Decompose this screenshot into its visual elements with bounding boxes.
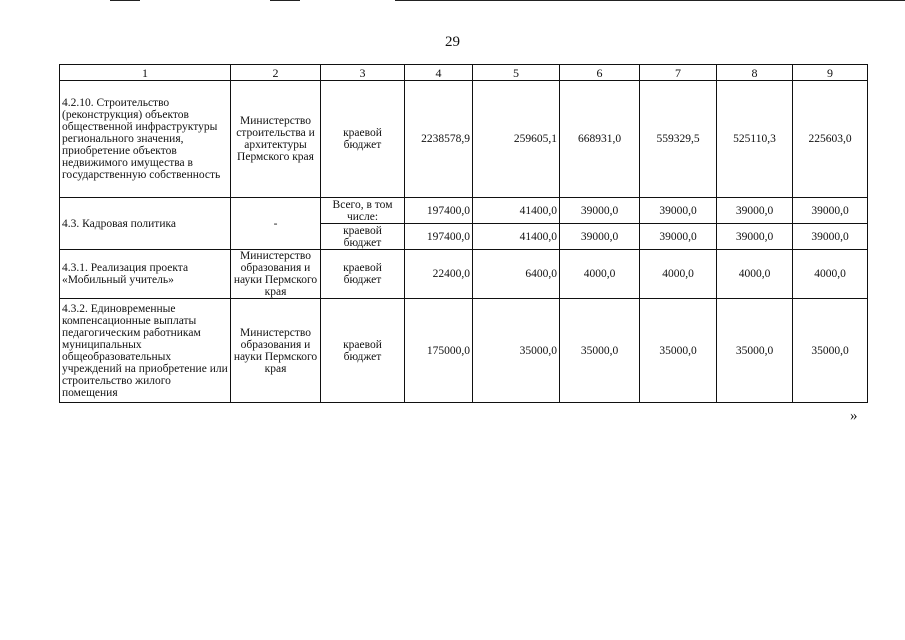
row-executor: Министерство образования и науки Пермского края — [231, 250, 321, 299]
value-cell: 2238578,9 — [405, 81, 473, 198]
col-header-6: 6 — [560, 65, 640, 81]
value-cell: 35000,0 — [560, 299, 640, 403]
value-cell: 259605,1 — [473, 81, 560, 198]
value-cell: 225603,0 — [793, 81, 868, 198]
row-name: 4.2.10. Строительство (реконструкция) объектов общественной инфраструктуры регионального значения, приобретение объектов недвижимого имущества в государственную собственность — [60, 81, 231, 198]
row-source: краевой бюджет — [321, 299, 405, 403]
value-cell: 197400,0 — [405, 198, 473, 224]
col-header-9: 9 — [793, 65, 868, 81]
row-name: 4.3.2. Единовременные компенсационные выплаты педагогическим работникам муниципальных общеобразовательных учреждений на приобретение или строительство жилого помещения — [60, 299, 231, 403]
value-cell: 39000,0 — [640, 198, 717, 224]
value-cell: 22400,0 — [405, 250, 473, 299]
col-header-7: 7 — [640, 65, 717, 81]
value-cell: 525110,3 — [717, 81, 793, 198]
row-source: Всего, в том числе: — [321, 198, 405, 224]
col-header-1: 1 — [60, 65, 231, 81]
value-cell: 197400,0 — [405, 224, 473, 250]
row-source: краевой бюджет — [321, 81, 405, 198]
value-cell: 39000,0 — [560, 198, 640, 224]
value-cell: 35000,0 — [473, 299, 560, 403]
page-number: 29 — [445, 34, 460, 50]
row-executor: Министерство образования и науки Пермского края — [231, 299, 321, 403]
row-executor: - — [231, 198, 321, 250]
value-cell: 35000,0 — [717, 299, 793, 403]
value-cell: 6400,0 — [473, 250, 560, 299]
row-name: 4.3. Кадровая политика — [60, 198, 231, 250]
table-row — [60, 81, 868, 198]
value-cell: 39000,0 — [793, 224, 868, 250]
value-cell: 41400,0 — [473, 224, 560, 250]
value-cell: 35000,0 — [640, 299, 717, 403]
table-row — [60, 198, 868, 224]
value-cell: 668931,0 — [560, 81, 640, 198]
header-row — [60, 65, 868, 81]
value-cell: 39000,0 — [640, 224, 717, 250]
value-cell: 41400,0 — [473, 198, 560, 224]
value-cell: 4000,0 — [640, 250, 717, 299]
value-cell: 4000,0 — [793, 250, 868, 299]
closing-quote: » — [850, 408, 858, 424]
value-cell: 39000,0 — [717, 198, 793, 224]
scan-top-edge — [0, 0, 905, 2]
value-cell: 39000,0 — [793, 198, 868, 224]
value-cell: 4000,0 — [717, 250, 793, 299]
budget-table — [59, 64, 868, 403]
row-source: краевой бюджет — [321, 224, 405, 250]
value-cell: 39000,0 — [717, 224, 793, 250]
row-name: 4.3.1. Реализация проекта «Мобильный учитель» — [60, 250, 231, 299]
row-source: краевой бюджет — [321, 250, 405, 299]
table-row — [60, 299, 868, 403]
row-executor: Министерство строительства и архитектуры Пермского края — [231, 81, 321, 198]
col-header-3: 3 — [321, 65, 405, 81]
col-header-4: 4 — [405, 65, 473, 81]
value-cell: 175000,0 — [405, 299, 473, 403]
value-cell: 39000,0 — [560, 224, 640, 250]
table-row — [60, 250, 868, 299]
value-cell: 559329,5 — [640, 81, 717, 198]
col-header-8: 8 — [717, 65, 793, 81]
value-cell: 4000,0 — [560, 250, 640, 299]
col-header-5: 5 — [473, 65, 560, 81]
value-cell: 35000,0 — [793, 299, 868, 403]
col-header-2: 2 — [231, 65, 321, 81]
